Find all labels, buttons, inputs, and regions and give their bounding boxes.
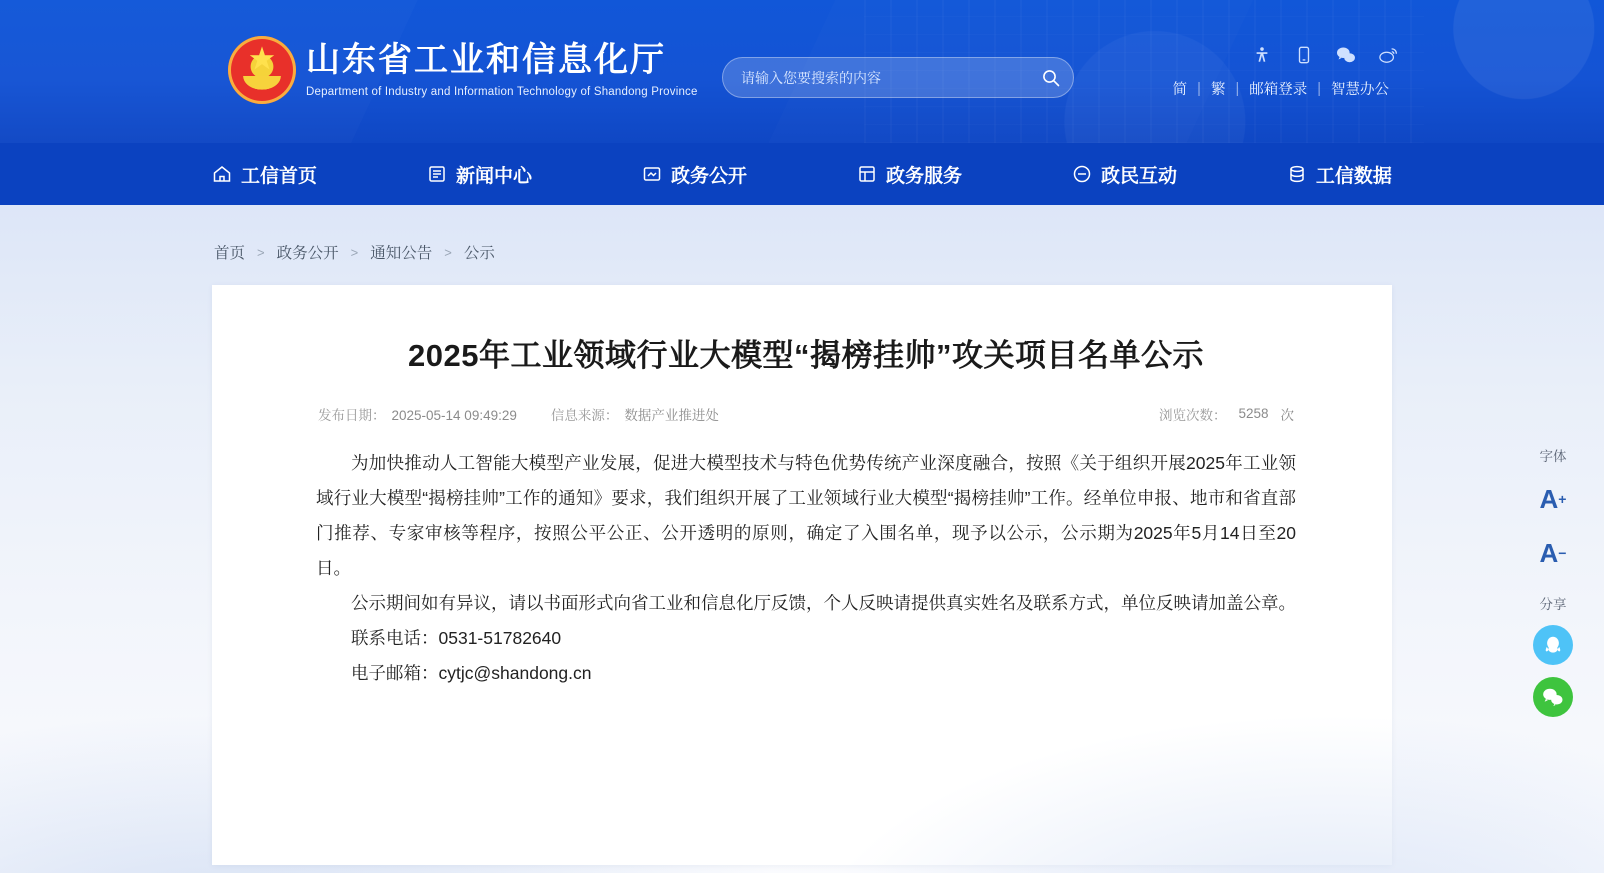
header-links (1163, 78, 1399, 99)
gov-service-icon (857, 164, 877, 184)
share-wechat-icon[interactable] (1533, 677, 1573, 717)
interaction-icon (1072, 164, 1092, 184)
gov-open-icon (642, 164, 662, 184)
news-icon (427, 164, 447, 184)
national-emblem-icon (228, 36, 296, 104)
site-header (0, 0, 1604, 143)
view-count (1159, 404, 1294, 424)
font-increase-sup: + (1558, 491, 1567, 507)
font-decrease-letter: A (1539, 537, 1559, 568)
share-label: 分享 (1539, 597, 1567, 612)
nav-data[interactable] (1287, 161, 1392, 188)
font-increase-button[interactable] (1531, 477, 1575, 521)
article-paragraph-2: 公示期间如有异议，请以书面形式向省工业和信息化厅反馈，个人反映请提供真实姓名及联系方式，单位反映请加盖公章。 (351, 592, 1296, 613)
page-title: 2025年工业领域行业大模型“揭榜挂帅”攻关项目名单公示 (408, 338, 1204, 373)
breadcrumb-notice[interactable]: 通知公告 (370, 245, 433, 262)
header-utility-icons (1251, 44, 1399, 66)
font-decrease-sup: − (1558, 545, 1567, 561)
breadcrumb-home[interactable]: 首页 (214, 245, 246, 262)
views-label: 浏览次数： (1158, 407, 1227, 423)
search-icon[interactable] (1029, 57, 1073, 98)
article-paragraph-1: 为加快推动人工智能大模型产业发展，促进大模型技术与特色优势传统产业深度融合，按照《关于组织开展2025年工业领域行业大模型“揭榜挂帅”工作的通知》要求，我们组织开展了工业领域行业大模型“揭榜挂帅”工作。经单位申报、地市和省直部门推荐、专家审核等程序，按照公平公正、公开透明的原则，确定了入围名单，现予以公示，公示期为2025年5月14日至20日。 (316, 452, 1296, 578)
publish-date-label: 发布日期： (318, 407, 386, 423)
nav-news[interactable] (427, 161, 532, 188)
link-separator-2: | (1235, 80, 1240, 97)
nav-interaction[interactable] (1072, 161, 1177, 188)
publish-date (318, 404, 517, 424)
breadcrumb-sep-3: > (444, 244, 452, 260)
link-separator-1: | (1197, 80, 1201, 97)
search-input[interactable] (723, 70, 1029, 86)
article-body (316, 446, 1296, 691)
mobile-icon[interactable] (1293, 44, 1315, 66)
views-unit: 次 (1280, 407, 1294, 423)
breadcrumb-gov-open[interactable]: 政务公开 (276, 245, 339, 262)
source-value: 数据产业推进处 (624, 407, 719, 423)
breadcrumb-publicity[interactable]: 公示 (463, 245, 495, 262)
font-decrease-button[interactable] (1531, 531, 1575, 575)
site-title (306, 40, 698, 98)
share-qq-icon[interactable] (1533, 625, 1573, 665)
database-icon (1287, 164, 1307, 184)
nav-interaction-label: 政民互动 (1100, 165, 1177, 187)
mail-login-link[interactable]: 邮箱登录 (1249, 82, 1308, 98)
nav-data-label: 工信数据 (1315, 165, 1392, 187)
breadcrumb-sep-1: > (257, 244, 265, 260)
site-title-en: Department of Industry and Information Technology of Shandong Province (306, 86, 698, 98)
site-title-cn: 山东省工业和信息化厅 (306, 41, 666, 79)
nav-gov-open[interactable] (642, 161, 747, 188)
source-label: 信息来源： (550, 407, 619, 423)
views-value: 5258 (1238, 406, 1269, 422)
lang-simplified-link[interactable]: 简 (1172, 82, 1188, 98)
font-size-label: 字体 (1539, 449, 1567, 464)
page-background (0, 205, 1604, 873)
article-source (551, 404, 719, 424)
nav-gov-open-label: 政务公开 (670, 165, 747, 187)
nav-gov-service[interactable] (857, 161, 962, 188)
weibo-icon[interactable] (1377, 44, 1399, 66)
main-nav (0, 143, 1604, 205)
publish-date-value: 2025-05-14 09:49:29 (391, 407, 517, 423)
side-tools (1516, 445, 1590, 729)
article-card (212, 285, 1392, 865)
search-box[interactable] (722, 57, 1074, 98)
article-paragraph-3: 联系电话：0531-51782640 (351, 627, 562, 648)
font-increase-letter: A (1539, 483, 1559, 514)
article-paragraph-4: 电子邮箱：cytjc@shandong.cn (351, 662, 592, 683)
home-icon (212, 164, 232, 184)
article-meta (316, 404, 1296, 424)
nav-home-label: 工信首页 (241, 165, 318, 187)
smart-office-link[interactable]: 智慧办公 (1331, 82, 1389, 98)
nav-gov-service-label: 政务服务 (885, 165, 962, 187)
nav-news-label: 新闻中心 (455, 165, 532, 187)
breadcrumb-sep-2: > (350, 244, 359, 260)
breadcrumb (212, 205, 1392, 285)
nav-home[interactable] (212, 161, 317, 188)
link-separator-3: | (1317, 80, 1321, 97)
lang-traditional-link[interactable]: 繁 (1210, 82, 1226, 98)
accessibility-icon[interactable] (1251, 44, 1273, 66)
wechat-icon[interactable] (1335, 44, 1357, 66)
